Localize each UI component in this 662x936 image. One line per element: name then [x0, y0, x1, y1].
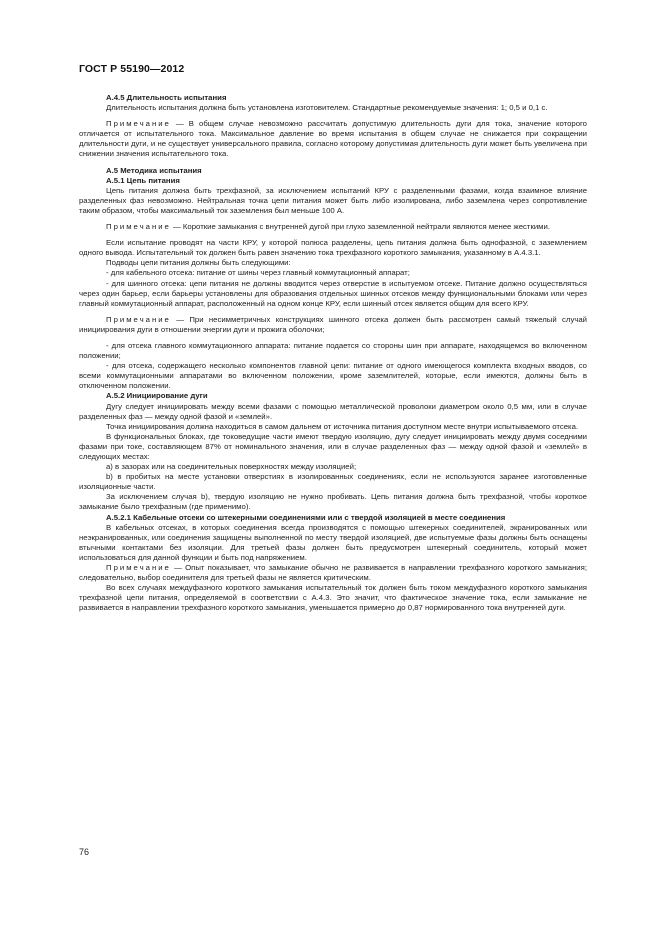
- document-body: [79, 93, 587, 614]
- note-text: В общем случае невозможно рассчитать допустимую длительность дуги для тока, значение которого отличается от испытательного тока. Максимальное давление во время испытания в общем случае не снижается при сокращении длительности дуги, и не существует универсального правила, согласно которому допустимая длительность дуги может быть увеличена при снижении значения испытательного тока.: [79, 119, 587, 159]
- body-paragraph: Если испытание проводят на части КРУ, у которой полюса разделены, цепь питания должна быть однофазной, с заземлением одного вывода. Испытательный ток должен быть равен значению тока трехфазного короткого замыкания, указанному в А.4.3.1.: [79, 238, 587, 258]
- body-paragraph: - для отсека главного коммутационного аппарата: питание подается со стороны шин при аппарате, находящемся во включенном положении;: [79, 340, 587, 361]
- note-label: Примечание: [106, 119, 171, 129]
- note-dash: —: [170, 119, 189, 129]
- note-paragraph: [79, 222, 587, 232]
- note-paragraph: [79, 315, 587, 335]
- note-paragraph: [79, 563, 587, 583]
- section-heading: А.5.1 Цепь питания: [106, 175, 180, 185]
- note-paragraph: [79, 119, 587, 159]
- body-paragraph: b) в пробитых на месте установки отверстиях в изолированных соединениях, если не используются заранее изготовленные изоляционные части.: [79, 472, 587, 492]
- standard-header: ГОСТ Р 55190—2012: [79, 63, 185, 75]
- body-paragraph: Подводы цепи питания должны быть следующими:: [106, 258, 291, 268]
- body-paragraph: В функциональных блоках, где токоведущие части имеют твердую изоляцию, дугу следует инициировать между двумя соседними фазами при токе, составляющем 87% от номинального значения, или в случае разделенных фаз — между одной фазой и «землей» в следующих местах:: [79, 431, 587, 461]
- note-dash: —: [170, 563, 186, 573]
- body-paragraph: - для отсека, содержащего несколько компонентов главной цепи: питание от одного имеющегося комплекта входных вводов, со всеми коммутационными аппаратами во включенном положении, кроме заземлителей, которые, если имеются, должны быть в отключенном положении.: [79, 361, 587, 391]
- body-paragraph: За исключением случая b), твердую изоляцию не нужно пробивать. Цепь питания должна быть трехфазной, чтобы короткое замыкание было трехфазным (где применимо).: [79, 492, 587, 512]
- note-text: При несимметричных конструкциях шинного отсека должен быть рассмотрен самый тяжелый случай инициирования дуги в отношении энергии дуги и прожига оболочки;: [79, 314, 588, 334]
- body-paragraph: - для кабельного отсека: питание от шины через главный коммутационный аппарат;: [106, 268, 410, 278]
- body-paragraph: Во всех случаях междуфазного короткого замыкания испытательный ток должен быть током междуфазного короткого замыкания трехфазной цепи питания, определяемой в соответствии с А.4.3. Это значит, что фактическое значение тока, если замыкание не развивается в направлении трехфазного короткого замыкания, уменьшается примерно до 0,87 нормированного тока внутренней дуги.: [79, 583, 587, 613]
- note-dash: —: [170, 222, 183, 232]
- section-heading: А.5.2 Инициирование дуги: [106, 391, 208, 401]
- page-number: 76: [79, 847, 90, 857]
- section-heading: А.4.5 Длительность испытания: [106, 93, 227, 102]
- note-label: Примечание: [106, 314, 171, 324]
- note-text: Опыт показывает, что замыкание обычно не развивается в направлении трехфазного короткого замыкания; следовательно, выбор соединителя для третьей фазы не является критическим.: [79, 563, 587, 583]
- body-paragraph: В кабельных отсеках, в которых соединения всегда производятся с помощью штекерных соединителей, экранированных или неэкранированных, или соединения защищены выполненной по месту твердой изоляцией, две испытуемые фазы должны быть оснащены втычными контактами без изоляции. Для третьей фазы должен быть предусмотрен штекерный соединитель, который может использоваться для данной функции и быть под напряжением.: [79, 522, 587, 562]
- body-paragraph: а) в зазорах или на соединительных поверхностях между изоляцией;: [106, 462, 357, 472]
- section-heading: А.5 Методика испытания: [106, 165, 202, 175]
- body-paragraph: - для шинного отсека: цепи питания не должны вводится через отверстие в испытуемом отсеке. Питание должно осуществляться через один барьер, если барьеры установлены для образования отдельных шинных отсеков между функциональными блоками или через главный коммутационный аппарат, расположенный на одном конце КРУ, если шинный отсек является общим для всего КРУ.: [79, 278, 587, 308]
- note-label: Примечание: [106, 563, 171, 573]
- note-label: Примечание: [106, 222, 171, 232]
- body-paragraph: Длительность испытания должна быть установлена изготовителем. Стандартные рекомендуемые значения: 1; 0,5 и 0,1 с.: [106, 103, 548, 113]
- body-paragraph: Точка инициирования должна находиться в самом дальнем от источника питания доступном месте внутри испытываемого отсека.: [106, 421, 579, 431]
- note-text: Короткие замыкания с внутренней дугой при глухо заземленной нейтрали являются менее жесткими.: [182, 222, 550, 232]
- note-dash: —: [170, 314, 190, 324]
- body-paragraph: Цепь питания должна быть трехфазной, за исключением испытаний КРУ с разделенными фазами, когда взаимное влияние разделенных фаз невозможно. Нейтральная точка цепи питания может быть либо изолирована, либо заземлена через сопротивление таким образом, чтобы максимальный ток заземления был меньше 100 А.: [79, 185, 587, 215]
- section-heading: А.5.2.1 Кабельные отсеки со штекерными соединениями или с твердой изоляцией в месте соединения: [106, 512, 506, 522]
- body-paragraph: Дугу следует инициировать между всеми фазами с помощью металлической проволоки диаметром около 0,5 мм, или в случае разделенных фаз — между одной фазой и «землей».: [79, 401, 587, 421]
